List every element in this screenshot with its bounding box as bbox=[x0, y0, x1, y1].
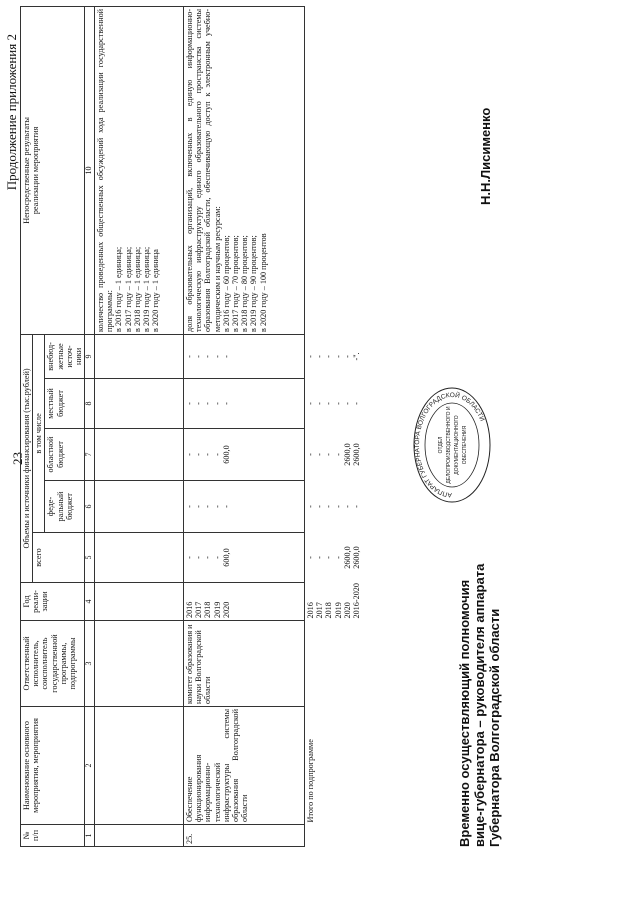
header-total: всего bbox=[33, 533, 85, 583]
header-extra: внебюд- жетные источ- ники bbox=[45, 334, 85, 378]
header-executor: Ответственный исполнитель, соисполнитель государственной программы, подпрограммы bbox=[21, 621, 85, 707]
header-year: Год реали- зации bbox=[21, 583, 85, 621]
row-25-regional: - - - - 600,0 bbox=[184, 429, 305, 481]
row-25-executor: комитет образования и науки Волгоградской области bbox=[184, 621, 305, 707]
total-label: Итого по подпрограмме bbox=[306, 739, 316, 823]
row-25-years: 2016 2017 2018 2019 2020 bbox=[184, 583, 305, 621]
row-25-results: доля образовательных организаций, включенных в единую информационно-технологическую инфраструктуру единого образовательного пространства системы образования Волгоградской области, обеспечивающую доступ к электронным учебно-методическим и научным ресурсам: в 2016 году – 60 процентов; в 2017 году – 70 процентов; в 2018 году – 80 процентов; в 2019 году – 90 процентов; в 2020 году – 100 процентов bbox=[184, 6, 305, 334]
row-25-extra: - - - - - bbox=[184, 334, 305, 378]
header-funding-group: Объемы и источники финансирования (тыс.рублей) bbox=[21, 334, 33, 582]
header-local: местный бюджет bbox=[45, 379, 85, 429]
total-regional: - - - - 2600,0 2600,0 bbox=[306, 443, 362, 466]
previous-results-cell: количество проведенных общественных обсуждений хода реализации государственной программы: в 2016 году – 1 единица; в 2017 году – 1 единица; в 2018 году – 1 единица; в 2019 году – 1 единица; в 2020 году – 1 единица bbox=[95, 6, 184, 334]
header-including: в том числе bbox=[33, 334, 45, 532]
svg-text:ДЕЛОПРОИЗВОДСТВЕННОГО И: ДЕЛОПРОИЗВОДСТВЕННОГО И bbox=[446, 406, 452, 484]
appendix-title: Продолжение приложения 2 bbox=[4, 34, 19, 191]
total-federal: - - - - - - bbox=[306, 505, 362, 508]
row-25-total: - - - - 600,0 bbox=[184, 533, 305, 583]
header-regional: областной бюджет bbox=[45, 429, 85, 481]
svg-text:ДОКУМЕНТАЦИОННОГО: ДОКУМЕНТАЦИОННОГО bbox=[454, 415, 460, 475]
header-num: № п/п bbox=[21, 825, 85, 847]
column-number-row: 1 2 3 4 5 6 7 8 9 10 bbox=[85, 6, 95, 846]
page-number: 23 bbox=[10, 452, 25, 465]
signature-name: Н.Н.Лисименко bbox=[478, 107, 493, 205]
header-federal: феде- ральный бюджет bbox=[45, 481, 85, 533]
row-25-federal: - - - - - bbox=[184, 481, 305, 533]
row-25-event: Обеспечение функционирования информационно-технологической инфраструктуры системы образования Волгоградской области bbox=[184, 707, 305, 825]
total-total: - - - - 2600,0 2600,0 bbox=[306, 546, 362, 569]
table-row-total bbox=[305, 6, 363, 846]
row-25-num: 25. bbox=[184, 825, 305, 847]
signature-position: Временно осуществляющий полномочия вице-губернатора – руководителя аппарата Губернатора Волгоградской области bbox=[457, 563, 502, 847]
table-row-25 bbox=[184, 6, 305, 846]
svg-text:ОБЕСПЕЧЕНИЯ: ОБЕСПЕЧЕНИЯ bbox=[462, 425, 468, 465]
official-stamp bbox=[412, 385, 492, 505]
total-extra: - - - - - -". bbox=[306, 352, 362, 361]
header-row-1 bbox=[21, 6, 33, 846]
total-years: 2016 2017 2018 2019 2020 2016-2020 bbox=[306, 583, 362, 619]
svg-text:ОТДЕЛ: ОТДЕЛ bbox=[438, 436, 444, 454]
total-local: - - - - - - bbox=[306, 402, 362, 405]
header-results: Непосредственные результаты реализации мероприятия bbox=[21, 6, 85, 334]
program-table bbox=[20, 6, 362, 847]
row-25-local: - - - - - bbox=[184, 379, 305, 429]
table-row-previous-results bbox=[95, 6, 184, 846]
svg-text:АППАРАТ ГУБЕРНАТОРА ВОЛГОГРАДС: АППАРАТ ГУБЕРНАТОРА ВОЛГОГРАДСКОЙ ОБЛАСТИ bbox=[413, 391, 486, 499]
header-event: Наименование основного мероприятия, мероприятия bbox=[21, 707, 85, 825]
